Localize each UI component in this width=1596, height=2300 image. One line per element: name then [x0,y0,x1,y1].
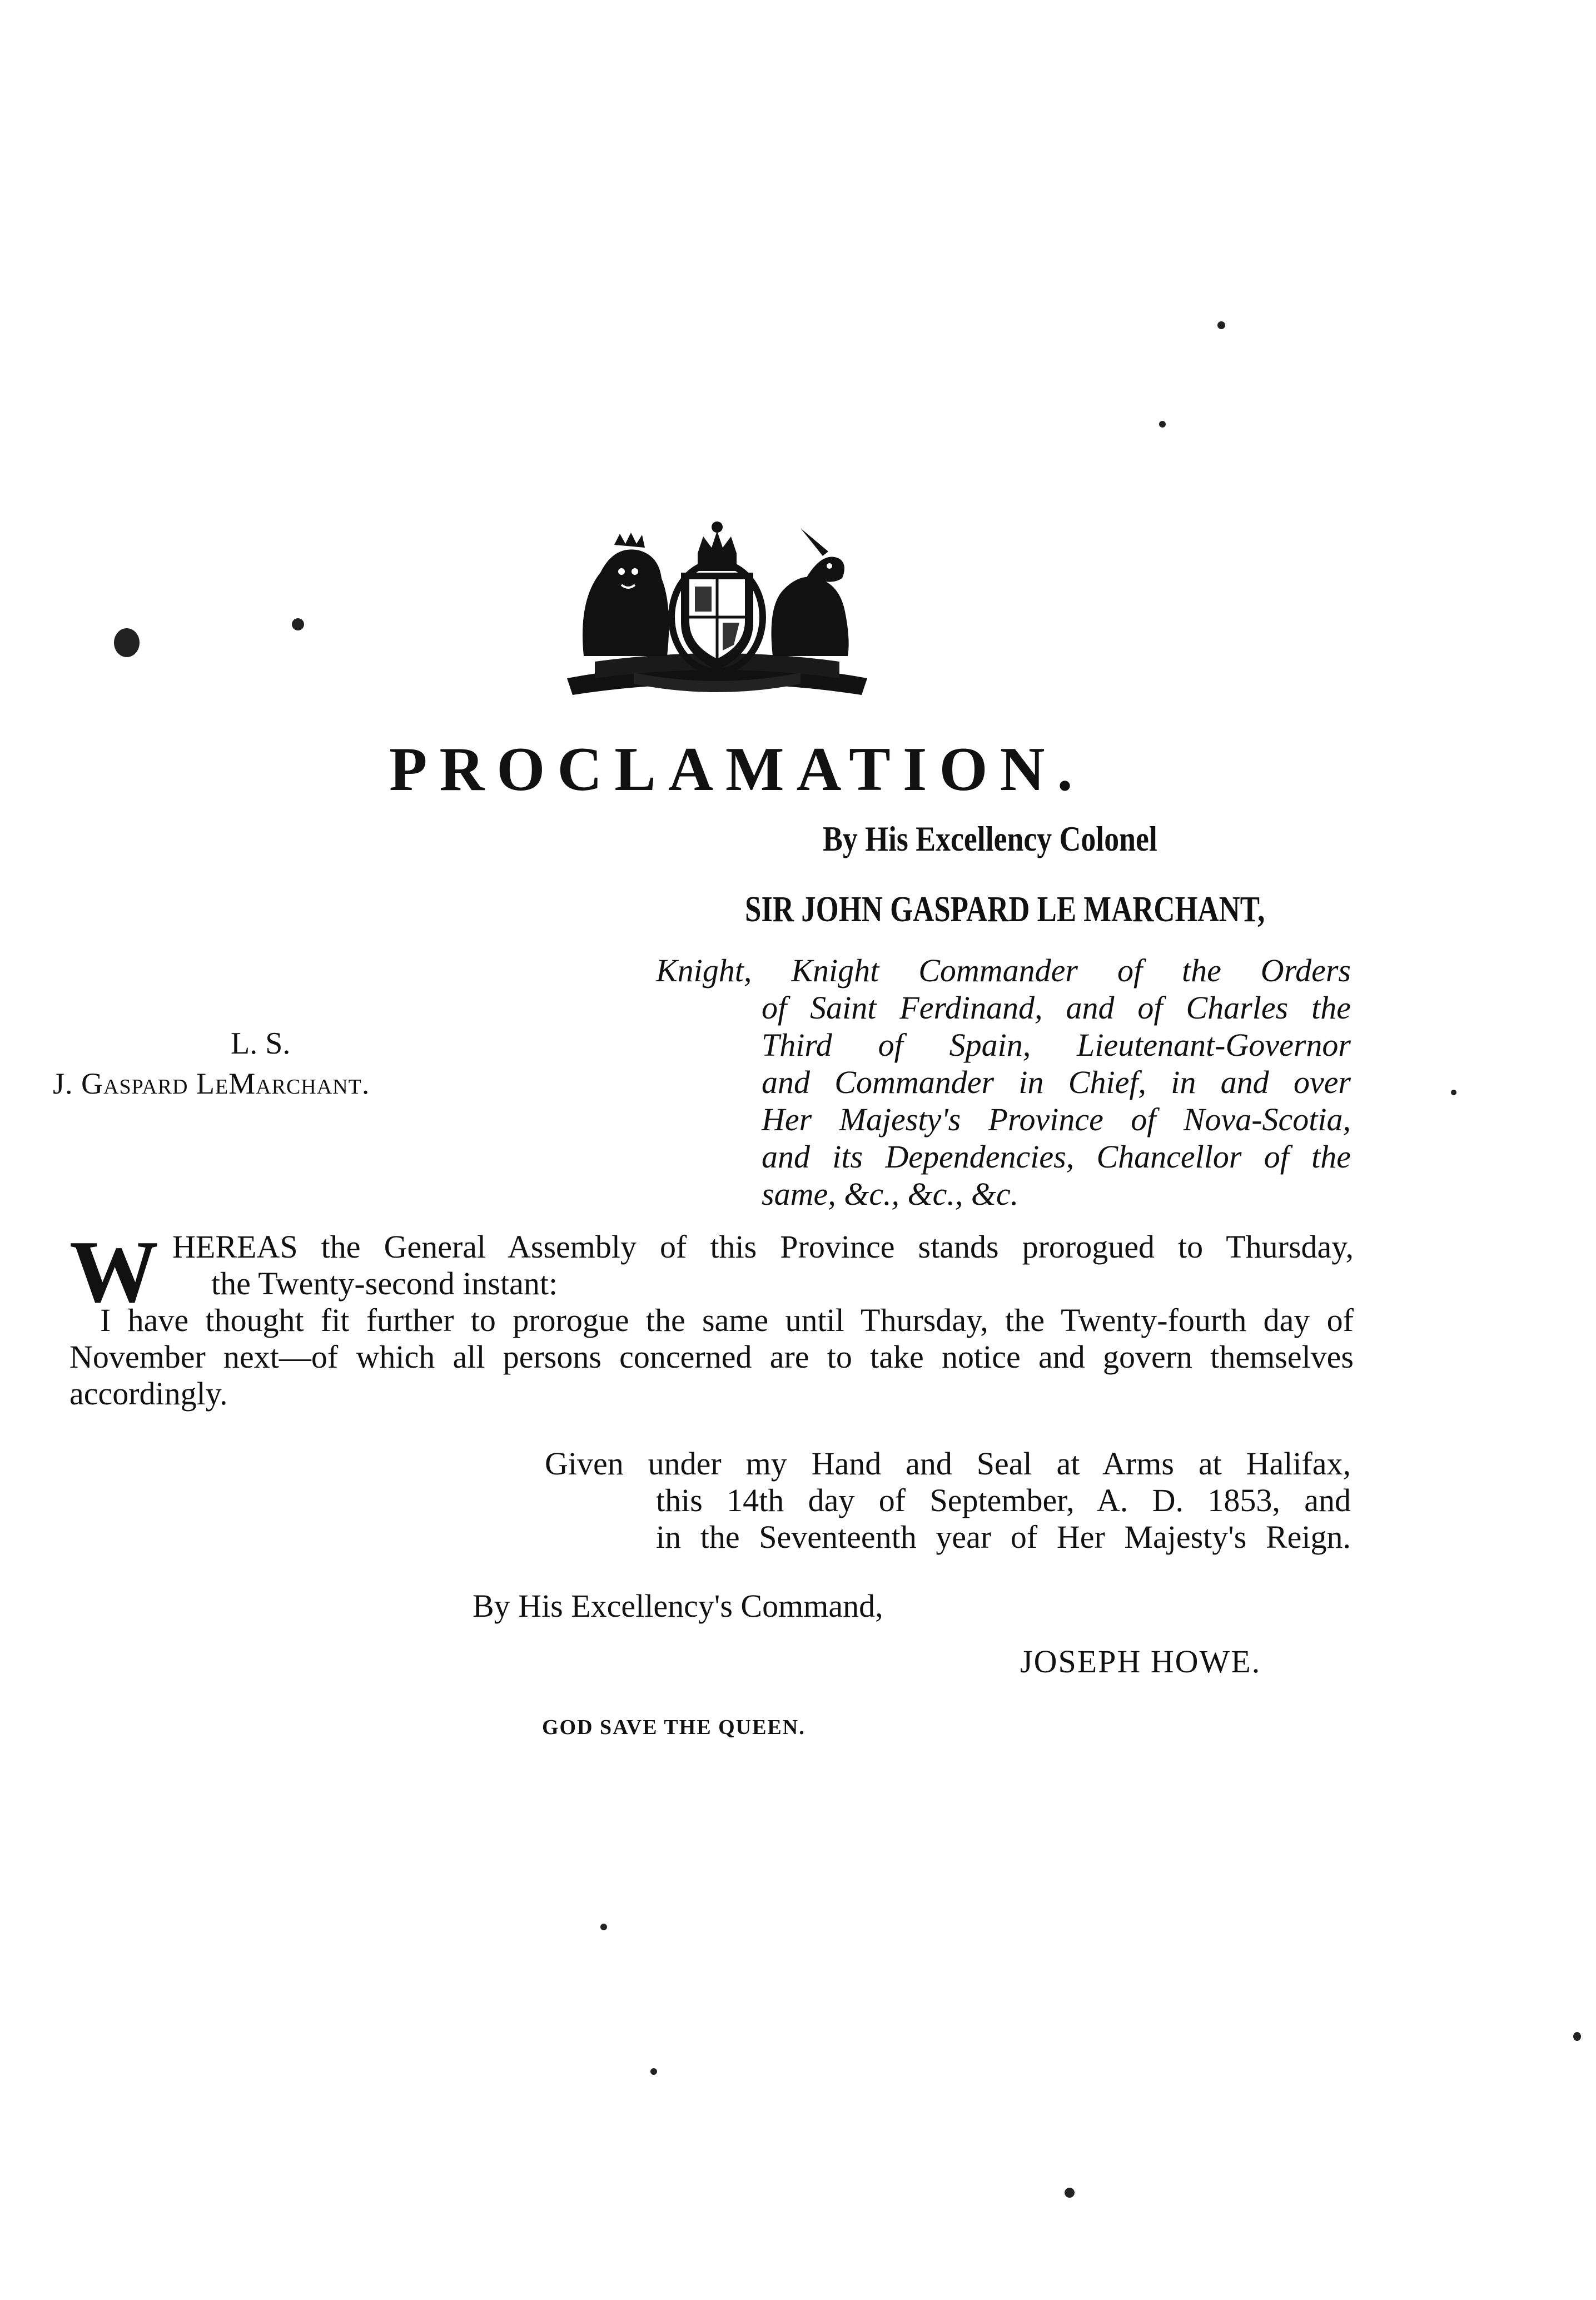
issuer-line: By His Excellency Colonel [823,819,1157,858]
governor-name: SIR JOHN GASPARD LE MARCHANT, [745,889,1265,930]
titles-line: Knight, Knight Commander of the Orders [656,952,1351,988]
titles-line: of Saint Ferdinand, and of Charles the [762,990,1351,1026]
proclamation-title: PROCLAMATION. [389,735,1085,804]
body-line: HEREAS the General Assembly of this Province stands prorogued to Thursday, [172,1229,1354,1265]
ink-speck [650,2068,657,2075]
ink-speck [114,628,140,657]
titles-line: same, &c., &c., &c. [762,1176,1019,1212]
governor-titles [656,952,1351,1213]
ink-speck [1065,2188,1075,2198]
command-line: By His Excellency's Command, [473,1588,883,1624]
ink-speck [1451,1090,1456,1095]
ink-speck [1159,421,1166,428]
body-line: the Twenty-second instant: [211,1265,558,1301]
seal-mark: L. S. [231,1026,291,1061]
given-line: this 14th day of September, A. D. 1853, and [656,1482,1351,1518]
ink-speck [1573,2032,1581,2041]
body-paragraph: I have thought fit further to prorogue the same until Thursday, the Twenty-fourth day of November next—of which all persons concerned are to take notice and govern themselves accordingly. [69,1302,1354,1412]
closing-line: GOD SAVE THE QUEEN. [542,1716,806,1739]
royal-coat-of-arms-icon [561,511,873,701]
secretary-signature: JOSEPH HOWE. [1020,1643,1261,1680]
titles-line: and Commander in Chief, in and over [762,1064,1351,1100]
titles-line: Third of Spain, Lieutenant-Governor [762,1027,1351,1063]
given-block [545,1445,1351,1556]
drop-cap: W [69,1222,158,1321]
titles-line: Her Majesty's Province of Nova-Scotia, [762,1101,1351,1137]
ink-speck [600,1924,607,1930]
proclamation-body [69,1222,1354,1412]
given-line: in the Seventeenth year of Her Majesty's Reign. [656,1519,1351,1555]
ink-speck [292,618,304,630]
given-line: Given under my Hand and Seal at Arms at Halifax, [545,1445,1351,1482]
seal-signature: J. Gaspard LeMarchant. [53,1067,370,1100]
ink-speck [1217,321,1225,329]
titles-line: and its Dependencies, Chancellor of the [762,1139,1351,1175]
